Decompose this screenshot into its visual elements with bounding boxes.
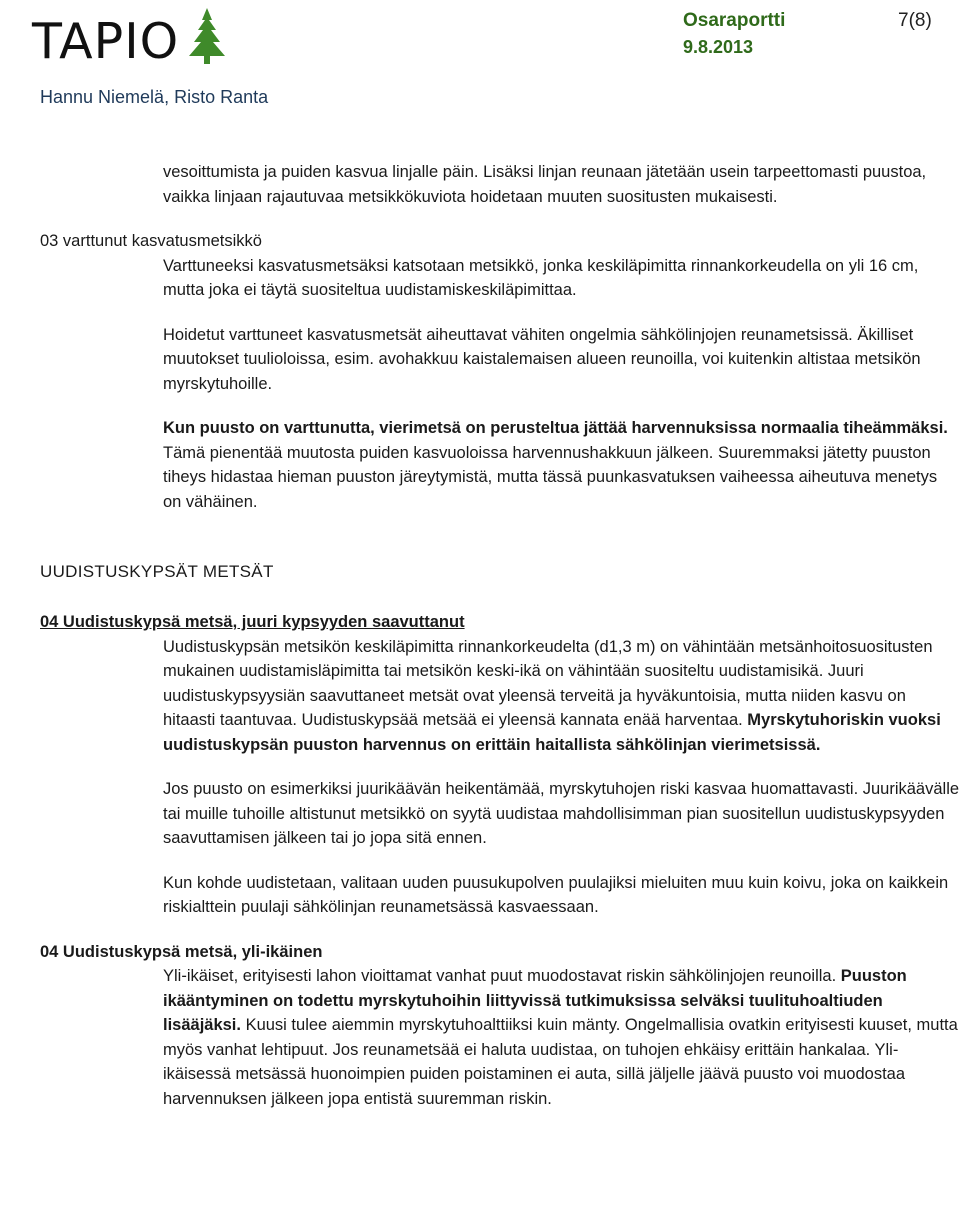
paragraph-04-mature-definition (163, 635, 960, 758)
heading-04-overaged: 04 Uudistuskypsä metsä, yli-ikäinen (40, 942, 323, 961)
paragraph-04-overaged (163, 964, 960, 1111)
bold-aging-finding: Puuston ikääntyminen on todettu myrskytuhoihin liittyvissä tutkimuksissa selväksi tuulituhoaltiuden lisääjäksi. (163, 967, 907, 1034)
bold-recommendation: Kun puusto on varttunutta, vierimetsä on perusteltua jättää harvennuksissa normaalia tiheämmäksi. (163, 419, 948, 437)
overaged-rest: Kuusi tulee aiemmin myrskytuhoalttiiksi kuin mänty. Ongelmallisia ovatkin erityisesti kuuset, mutta myös vanhat lehtipuut. Jos reunametsää ei haluta uudistaa, on tuhojen ehkäisy erittäin hankalaa. Yli-ikäisessä metsässä huonoimpien puiden poistaminen ei auta, sillä jäljelle jäävä puusto voi muodostaa harvennuksen jälkeen jopa entistä suuremman riskin. (163, 1016, 958, 1108)
heading-03: 03 varttunut kasvatusmetsikkö (40, 232, 262, 250)
paragraph-04-root-rot: Jos puusto on esimerkiksi juurikäävän heikentämää, myrskytuhojen riski kasvaa huomattavasti. Juurikäävälle tai muille tuhoille altistunut metsikkö on syytä uudistaa mahdollisimman pian suositellun uudistuskypsyyden saavuttamisen jälkeen tai jo jopa sitä ennen. (163, 780, 960, 847)
mature-definition-text: Uudistuskypsän metsikön keskiläpimitta rinnankorkeudelta (d1,3 m) on vähintään metsänhoitosuositusten mukainen uudistamisläpimitta tai metsikön keski-ikä on vähintään suositeltu uudistamisikä. Juuri uudistuskypsyysiän saavuttaneet metsät ovat yleensä terveitä ja hyväkuntoisia, mutta niiden kasvu on hitaasti taantuvaa. Uudistuskypsää metsää ei yleensä kannata enää harventaa. (163, 637, 933, 729)
page-number: 7(8) (898, 10, 932, 31)
document-body (0, 160, 960, 1111)
spruce-tree-icon (183, 6, 231, 66)
tapio-logo (32, 6, 231, 72)
paragraph-04-regeneration: Kun kohde uudistetaan, valitaan uuden puusukupolven puulajiksi mieluiten muu kuin koivu, joka on kaikkein riskialttein puulaji sähkölinjan reunametsässä kasvaessaan. (163, 873, 949, 916)
authors: Hannu Niemelä, Risto Ranta (40, 87, 269, 107)
heading-04-mature: 04 Uudistuskypsä metsä, juuri kypsyyden saavuttanut (40, 613, 465, 631)
section-title: UUDISTUSKYPSÄT METSÄT (40, 562, 274, 581)
document-date: 9.8.2013 (683, 37, 754, 57)
logo-text: TAPIO (32, 13, 180, 70)
paragraph-03-recommendation (163, 416, 960, 514)
paragraph-continued: vesoittumista ja puiden kasvua linjalle päin. Lisäksi linjan reunaan jätetään usein tarpeettomasti puustoa, vaikka linjaan rajautuvaa metsikkökuviota hoidetaan muuten suositusten mukaisesti. (163, 163, 927, 206)
document-title: Osaraportti (683, 10, 786, 31)
paragraph-03-definition: Varttuneeksi kasvatusmetsäksi katsotaan metsikkö, jonka keskiläpimitta rinnankorkeudella on yli 16 cm, mutta joka ei täytä suositeltua uudistamiskeskiläpimittaa. (163, 256, 919, 299)
overaged-text: Yli-ikäiset, erityisesti lahon vioittamat vanhat puut muodostavat riskin sähkölinjojen reunoilla. (163, 967, 841, 985)
recommendation-text: Tämä pienentää muutosta puiden kasvuoloissa harvennushakkuun jälkeen. Suuremmaksi jätetty puuston tiheys hidastaa hieman puuston järeytymistä, mutta tässä puunkasvatuksen vaiheessa aiheutuva menetys on vähäinen. (163, 443, 938, 511)
paragraph-03-issues: Hoidetut varttuneet kasvatusmetsät aiheuttavat vähiten ongelmia sähkölinjojen reunametsissä. Äkilliset muutokset tuulioloissa, esim. avohakkuu kaistalemaisen alueen reunoilla, voi kuitenkin altistaa metsikön myrskytuhoille. (163, 325, 921, 393)
bold-storm-risk: Myrskytuhoriskin vuoksi uudistuskypsän puuston harvennus on erittäin haitallista sähkölinjan vierimetsissä. (163, 711, 941, 754)
page-header (0, 0, 960, 120)
